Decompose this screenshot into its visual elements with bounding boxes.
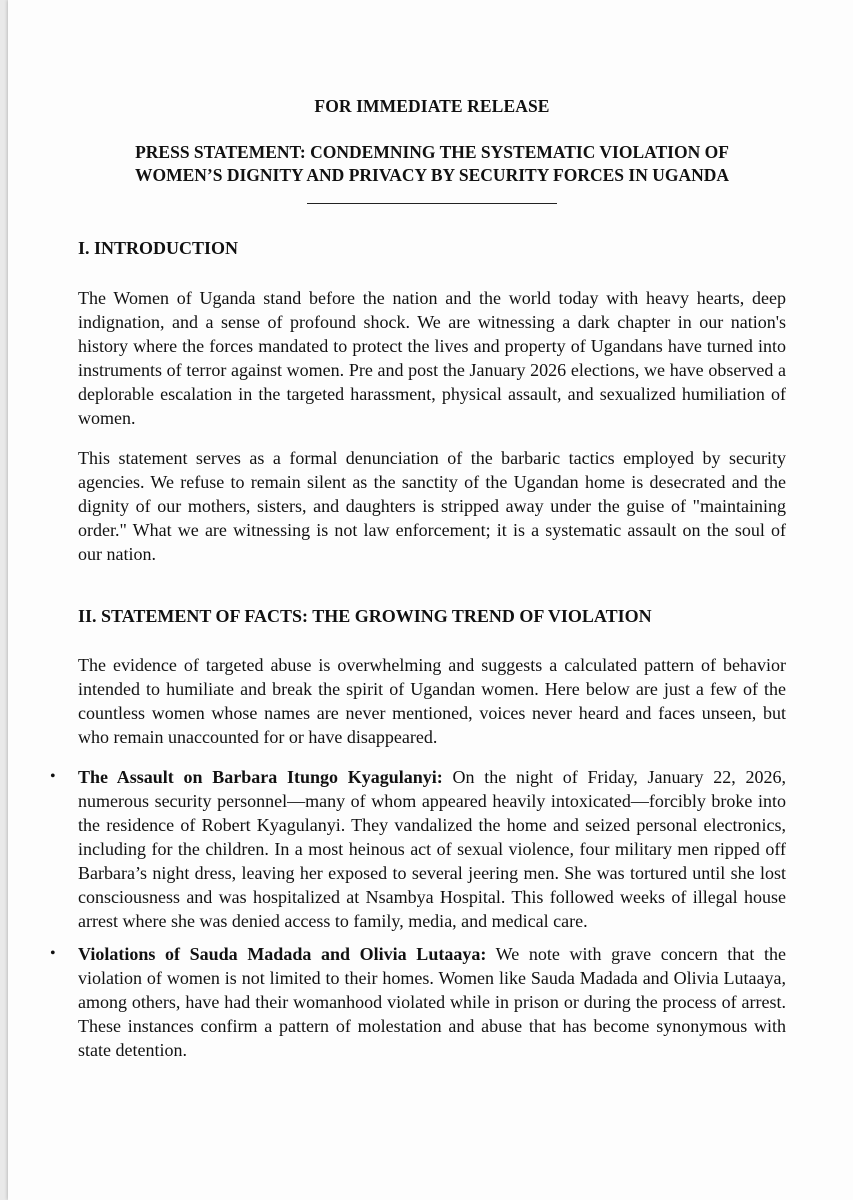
list-item	[50, 942, 786, 1062]
document-body	[50, 96, 786, 1060]
bullet-title: The Assault on Barbara Itungo Kyagulanyi:	[78, 767, 443, 787]
bullet-text: On the night of Friday, January 22, 2026, numerous security personnel—many of whom appeared heavily intoxicated—forcibly broke into the residence of Robert Kyagulanyi. They vandalized the home and seized personal electronics, including for the children. In a most heinous act of sexual violence, four military men ripped off Barbara’s night dress, leaving her exposed to several jeering men. She was tortured until she lost consciousness and was hospitalized at Nsambya Hospital. This followed weeks of illegal house arrest where she was denied access to family, media, and medical care.	[78, 767, 786, 931]
facts-bullet-list	[50, 765, 786, 1062]
intro-paragraph-2: This statement serves as a formal denunciation of the barbaric tactics employed by security agencies. We refuse to remain silent as the sanctity of the Ugandan home is desecrated and the dignity of our mothers, sisters, and daughters is stripped away under the guise of "maintaining order." What we are witnessing is not law enforcement; it is a systematic assault on the soul of our nation.	[78, 448, 786, 564]
document-title	[78, 141, 786, 187]
bullet-marker: •	[50, 768, 56, 785]
bullet-marker: •	[50, 945, 56, 962]
bullet-text: We note with grave concern that the violation of women is not limited to their homes. Women like Sauda Madada and Olivia Lutaaya, among others, have had their womanhood violated while in prison or during the process of arrest. These instances confirm a pattern of molestation and abuse that has become synonymous with state detention.	[78, 944, 786, 1060]
section-heading-facts: II. STATEMENT OF FACTS: THE GROWING TREND OF VIOLATION	[78, 606, 652, 626]
bullet-title: Violations of Sauda Madada and Olivia Lutaaya:	[78, 944, 487, 964]
document-page	[8, 0, 853, 1200]
facts-paragraph-1: The evidence of targeted abuse is overwhelming and suggests a calculated pattern of behavior intended to humiliate and break the spirit of Ugandan women. Here below are just a few of the countless women whose names are never mentioned, voices never heard and faces unseen, but who remain unaccounted for or have disappeared.	[78, 655, 786, 747]
release-label: FOR IMMEDIATE RELEASE	[314, 96, 550, 116]
list-item	[50, 765, 786, 933]
intro-paragraph-1: The Women of Uganda stand before the nation and the world today with heavy hearts, deep indignation, and a sense of profound shock. We are witnessing a dark chapter in our nation's history where the forces mandated to protect the lives and property of Ugandans have turned into instruments of terror against women. Pre and post the January 2026 elections, we have observed a deplorable escalation in the targeted harassment, physical assault, and sexualized humiliation of women.	[78, 288, 786, 428]
title-line: PRESS STATEMENT: CONDEMNING THE SYSTEMATIC VIOLATION OF	[135, 142, 729, 162]
title-line: WOMEN’S DIGNITY AND PRIVACY BY SECURITY FORCES IN UGANDA	[134, 165, 730, 185]
title-divider	[307, 203, 557, 204]
section-heading-introduction: I. INTRODUCTION	[78, 238, 239, 258]
